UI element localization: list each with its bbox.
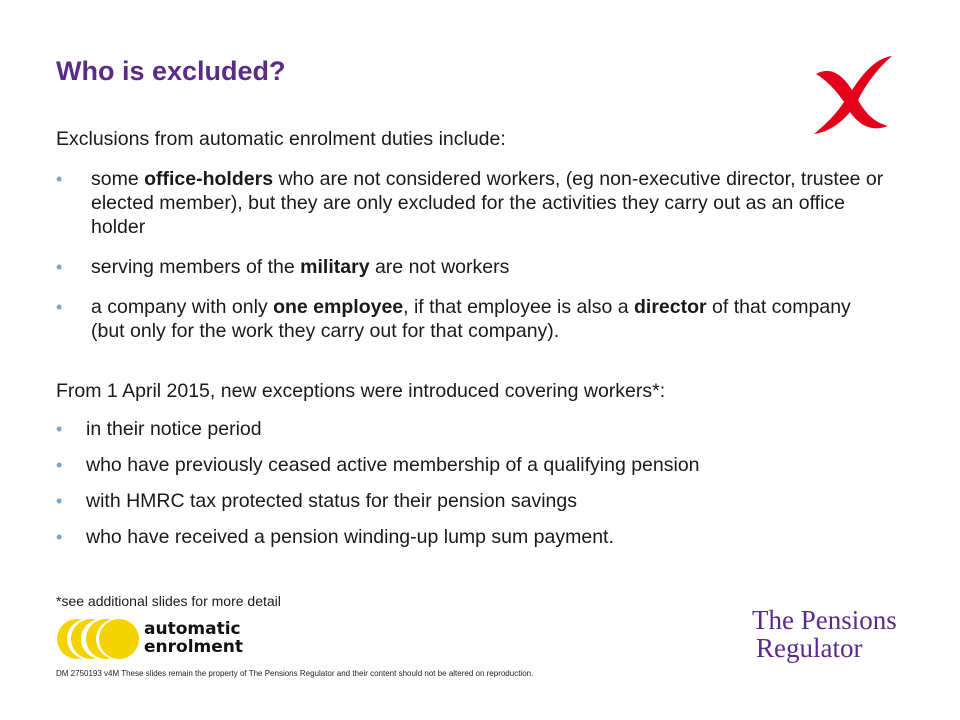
list-item: • a company with only one employee, if that employee is also a director of that company (but only for the work they carry out for that company). [56,296,851,342]
exceptions-list [56,417,886,561]
circles-icon [56,616,140,662]
bullet-icon: • [56,297,63,317]
bullet-icon: • [56,527,63,547]
bullet-icon: • [56,491,63,511]
footnote: *see additional slides for more detail [56,593,281,609]
list-item: • in their notice period [56,418,262,440]
exceptions-intro: From 1 April 2015, new exceptions were introduced covering workers*: [56,380,666,402]
exclusions-intro: Exclusions from automatic enrolment duties include: [56,128,506,150]
automatic-enrolment-logo [56,616,256,662]
ae-logo-line1: automatic [144,619,241,639]
list-item: • who have previously ceased active membership of a qualifying pension [56,454,700,476]
bullet-icon: • [56,455,63,475]
disclaimer: DM 2750193 v4M These slides remain the property of The Pensions Regulator and their content should not be altered on reproduction. [56,669,534,678]
list-item: • who have received a pension winding-up lump sum payment. [56,526,614,548]
bullet-icon: • [56,257,63,277]
ae-logo-line2: enrolment [144,637,243,657]
tpr-logo-line2: Regulator [756,633,863,663]
slide-title: Who is excluded? [56,56,286,86]
bullet-icon: • [56,419,63,439]
bullet-icon: • [56,169,63,189]
list-item: • some office-holders who are not considered workers, (eg non-executive director, trustee or elected member), but they are only excluded for the activities they carry out as an office holder [56,168,884,238]
cross-icon [808,52,898,136]
exclusions-list [56,167,886,343]
list-item: • serving members of the military are not workers [56,256,510,278]
tpr-logo-line1: The Pensions [752,605,897,635]
pensions-regulator-logo [752,606,897,662]
list-item: • with HMRC tax protected status for their pension savings [56,490,577,512]
